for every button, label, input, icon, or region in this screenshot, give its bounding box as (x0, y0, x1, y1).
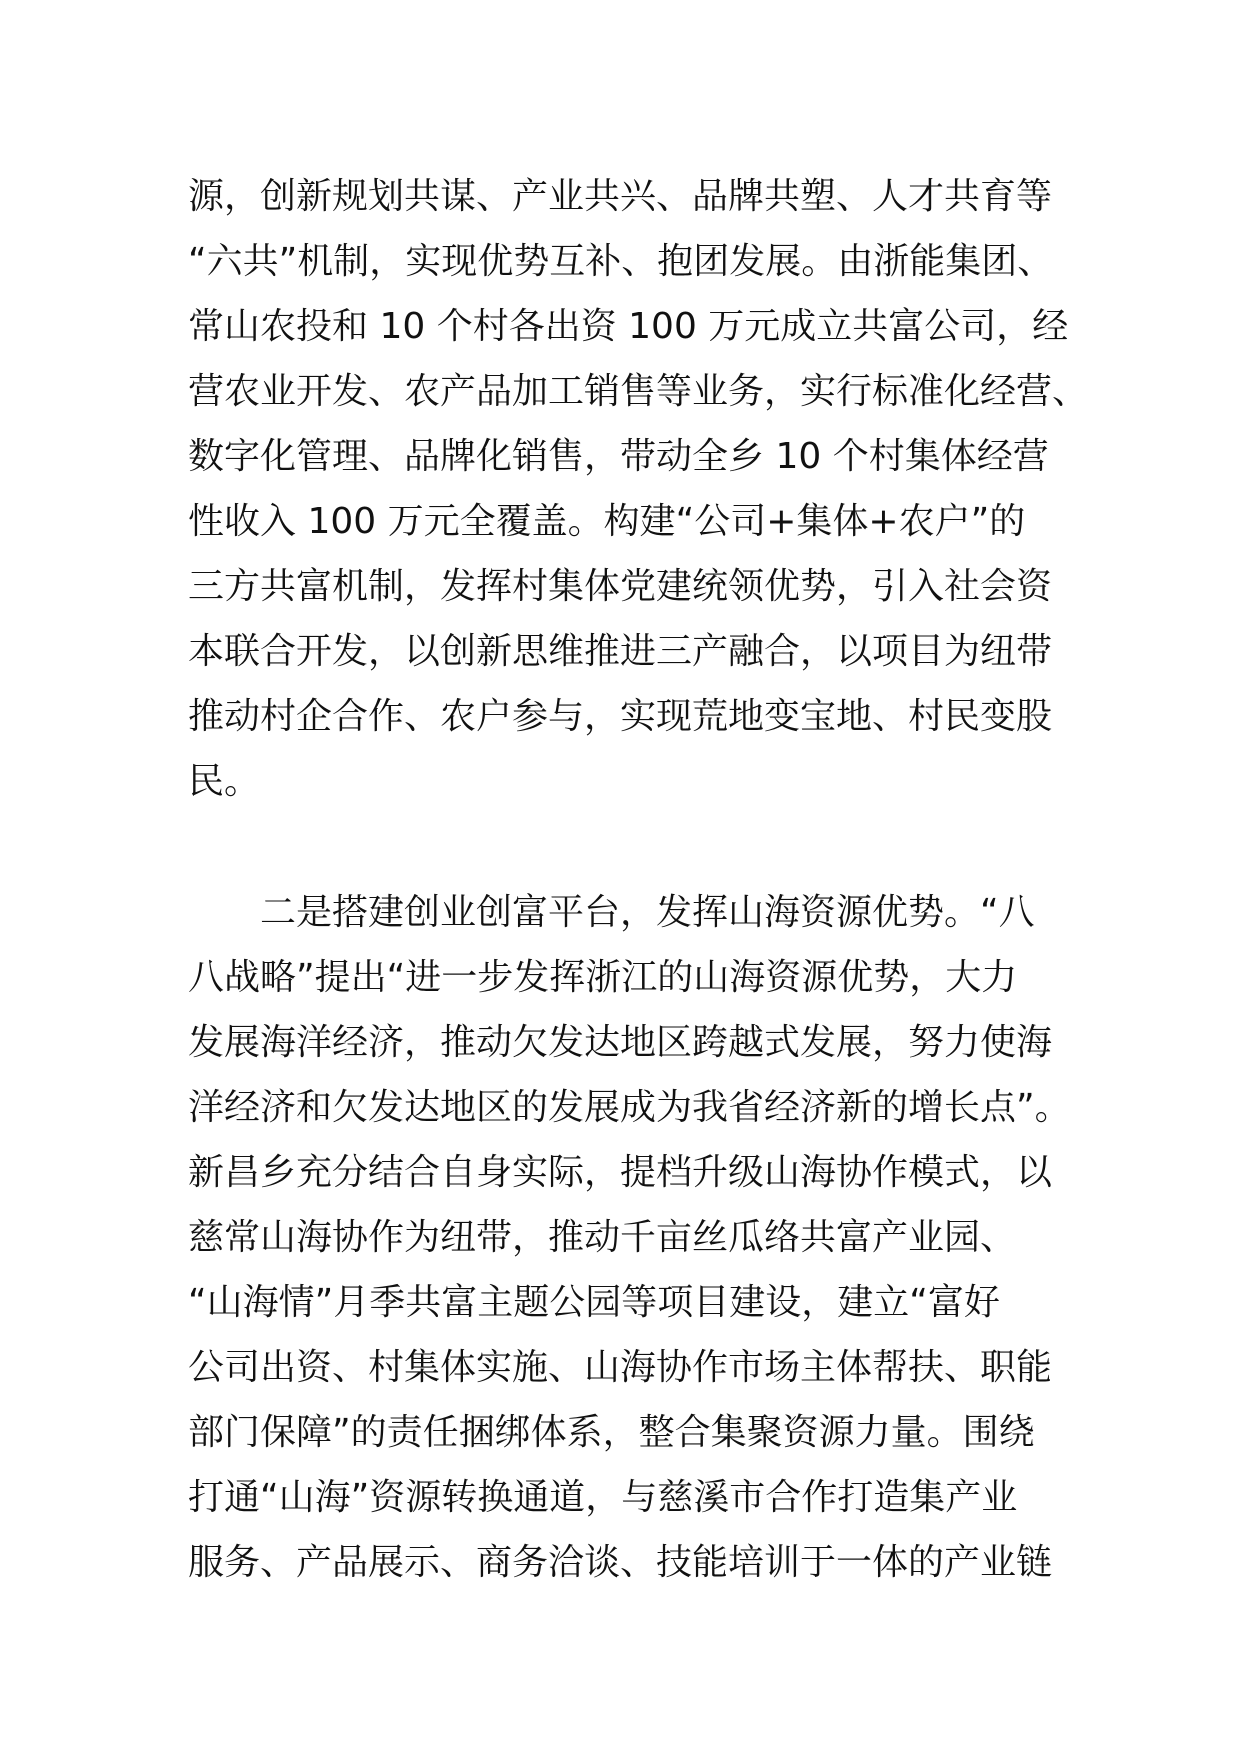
text-line: 推动村企合作、农户参与，实现荒地变宝地、村民变股 (188, 696, 1053, 737)
text-line: 民。 (188, 761, 261, 802)
text-line: 二是搭建创业创富平台，发挥山海资源优势。“八 (188, 892, 1035, 933)
text-line: 八战略”提出“进一步发挥浙江的山海资源优势，大力 (188, 957, 1018, 998)
text-line: 部门保障”的责任捆绑体系，整合集聚资源力量。围绕 (188, 1412, 1035, 1453)
text-line: 源，创新规划共谋、产业共兴、品牌共塑、人才共育等 (188, 176, 1053, 217)
text-line: 性收入 100 万元全覆盖。构建“公司+集体+农户”的 (188, 501, 1026, 542)
text-line: 洋经济和欠发达地区的发展成为我省经济新的增长点”。 (188, 1087, 1071, 1128)
text-line: 公司出资、村集体实施、山海协作市场主体帮扶、职能 (188, 1347, 1053, 1388)
text-line: 发展海洋经济，推动欠发达地区跨越式发展，努力使海 (188, 1022, 1053, 1063)
text-line: 营农业开发、农产品加工销售等业务，实行标准化经营、 (188, 371, 1089, 412)
text-line: 服务、产品展示、商务洽谈、技能培训于一体的产业链 (188, 1542, 1053, 1583)
text-line: 慈常山海协作为纽带，推动千亩丝瓜络共富产业园、 (188, 1217, 1017, 1258)
text-line: 新昌乡充分结合自身实际，提档升级山海协作模式，以 (188, 1152, 1053, 1193)
text-line: 本联合开发，以创新思维推进三产融合，以项目为纽带 (188, 631, 1053, 672)
body-paragraph-2 (188, 880, 1071, 1595)
text-line: “六共”机制，实现优势互补、抱团发展。由浙能集团、 (188, 241, 1054, 282)
text-line: 打通“山海”资源转换通道，与慈溪市合作打造集产业 (188, 1477, 1018, 1518)
text-line: 数字化管理、品牌化销售，带动全乡 10 个村集体经营 (188, 436, 1049, 477)
text-line: 三方共富机制，发挥村集体党建统领优势，引入社会资 (188, 566, 1053, 607)
text-line: 常山农投和 10 个村各出资 100 万元成立共富公司，经 (188, 306, 1069, 347)
text-line: “山海情”月季共富主题公园等项目建设，建立“富好 (188, 1282, 1000, 1323)
body-paragraph-1 (188, 164, 1089, 814)
